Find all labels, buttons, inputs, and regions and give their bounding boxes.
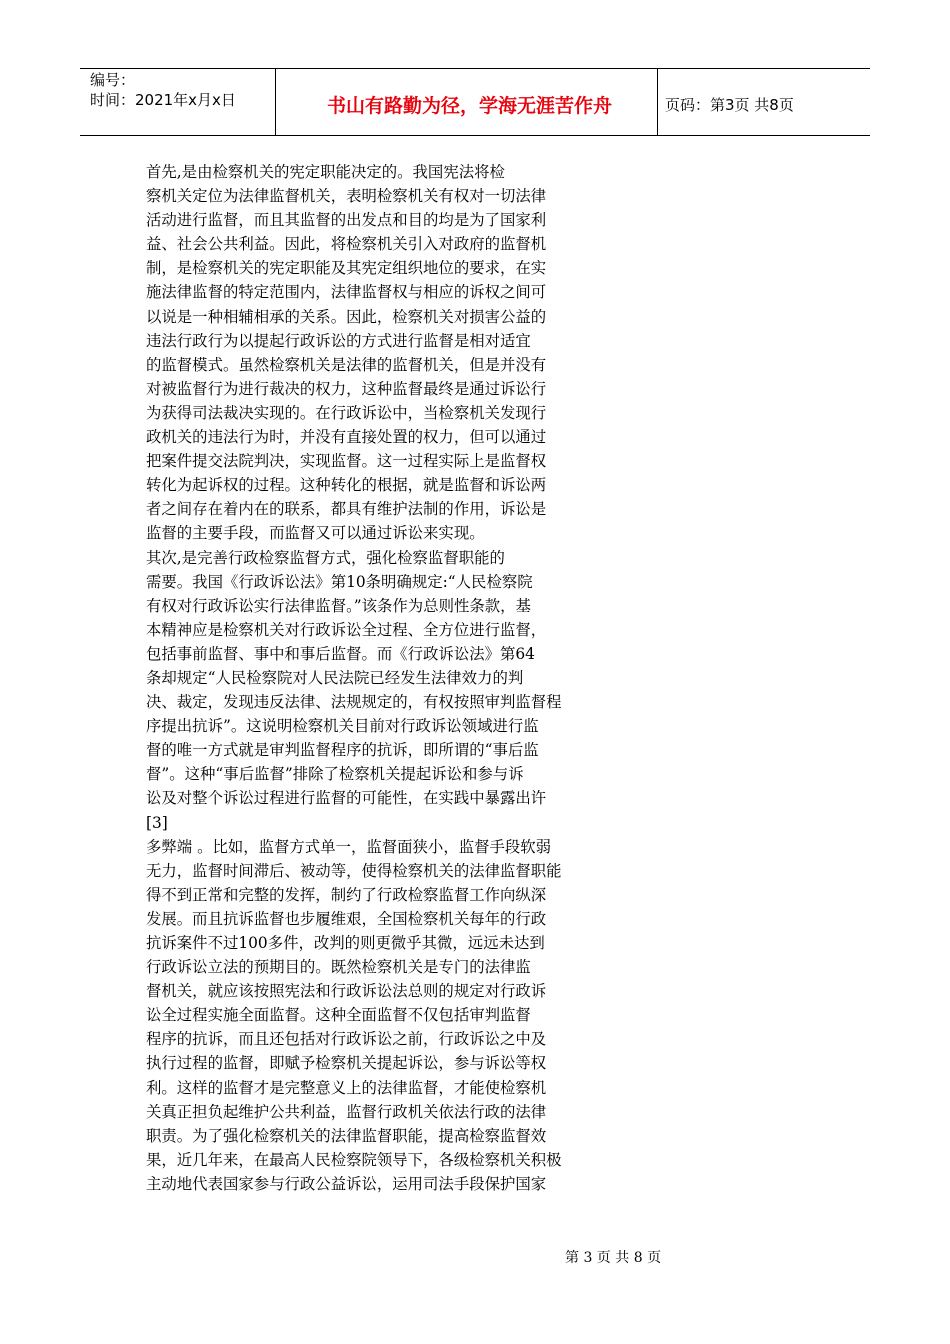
text-line: 监督的主要手段，而监督又可以通过诉讼来实现。 [146, 524, 485, 543]
serial-label: 编号： [90, 71, 136, 89]
text-line: 序提出抗诉”。这说明检察机关目前对行政诉讼领域进行监 [146, 717, 539, 736]
text-line: 无力，监督时间滞后、被动等，使得检察机关的法律监督职能 [146, 861, 562, 880]
text-line: 督”。这种“事后监督”排除了检察机关提起诉讼和参与诉 [146, 765, 524, 784]
text-line: 执行过程的监督，即赋予检察机关提起诉讼，参与诉讼等权 [146, 1054, 547, 1073]
text-line: 果，近几年来，在最高人民检察院领导下，各级检察机关积极 [146, 1150, 562, 1169]
text-line: 首先,是由检察机关的宪定职能决定的。我国宪法将检 [146, 163, 505, 181]
text-line: 抗诉案件不过100多件，改判的则更微乎其微，远远未达到 [146, 934, 545, 952]
text-line: 施法律监督的特定范围内，法律监督权与相应的诉权之间可 [146, 283, 547, 302]
text-line: 者之间存在着内在的联系，都具有维护法制的作用，诉讼是 [146, 500, 547, 519]
text-line: 督机关，就应该按照宪法和行政诉讼法总则的规定对行政诉 [146, 982, 547, 1001]
text-line: 违法行政行为以提起行政诉讼的方式进行监督是相对适宜 [146, 331, 531, 350]
text-line: 督的唯一方式就是审判监督程序的抗诉，即所谓的“事后监 [146, 741, 539, 760]
text-line: 利。这样的监督才是完整意义上的法律监督，才能使检察机 [146, 1078, 547, 1097]
text-line: 关真正担负起维护公共利益，监督行政机关依法行政的法律 [146, 1102, 547, 1121]
text-line: 有权对行政诉讼实行法律监督。”该条作为总则性条款，基 [146, 596, 531, 615]
text-line: 为获得司法裁决实现的。在行政诉讼中，当检察机关发现行 [146, 403, 547, 422]
header-divider-right [657, 68, 658, 136]
text-line: 讼全过程实施全面监督。这种全面监督不仅包括审判监督 [146, 1006, 531, 1025]
text-line: 活动进行监督，而且其监督的出发点和目的均是为了国家利 [146, 211, 547, 230]
text-line: 程序的抗诉，而且还包括对行政诉讼之前，行政诉讼之中及 [146, 1030, 547, 1049]
text-line: 职责。为了强化检察机关的法律监督职能，提高检察监督效 [146, 1126, 547, 1145]
text-line: 制，是检察机关的宪定职能及其宪定组织地位的要求，在实 [146, 259, 547, 278]
text-line: [3] [146, 813, 168, 832]
text-line: 条却规定“人民检察院对人民法院已经发生法律效力的判 [146, 668, 524, 687]
text-line: 以说是一种相辅相承的关系。因此，检察机关对损害公益的 [146, 307, 547, 326]
text-line: 对被监督行为进行裁决的权力，这种监督最终是通过诉讼行 [146, 379, 547, 398]
text-line: 益、社会公共利益。因此，将检察机关引入对政府的监督机 [146, 235, 547, 254]
text-line: 本精神应是检察机关对行政诉讼全过程、全方位进行监督， [146, 620, 547, 639]
header-info [90, 70, 236, 110]
header-bottom-border [80, 135, 870, 136]
text-line: 发展。而且抗诉监督也步履维艰，全国检察机关每年的行政 [146, 909, 547, 928]
time-label: 时间：2021年x月x日 [90, 91, 236, 109]
header-page-number: 页码：第3页 共8页 [665, 96, 794, 114]
text-line: 多弊端 。比如，监督方式单一，监督面狭小，监督手段软弱 [146, 837, 552, 856]
text-line: 决、裁定，发现违反法律、法规规定的，有权按照审判监督程 [146, 693, 562, 712]
text-line: 的监督模式。虽然检察机关是法律的监督机关，但是并没有 [146, 355, 547, 374]
text-line: 察机关定位为法律监督机关，表明检察机关有权对一切法律 [146, 187, 547, 206]
text-line: 包括事前监督、事中和事后监督。而《行政诉讼法》第64 [146, 644, 535, 663]
text-line: 需要。我国《行政诉讼法》第10条明确规定:“人民检察院 [146, 572, 533, 591]
header-motto: 书山有路勤为径，学海无涯苦作舟 [326, 95, 612, 117]
document-body [146, 160, 606, 1196]
text-line: 行政诉讼立法的预期目的。既然检察机关是专门的法律监 [146, 958, 531, 977]
text-line: 得不到正常和完整的发挥，制约了行政检察监督工作向纵深 [146, 885, 547, 904]
footer-page-number: 第 3 页 共 8 页 [565, 1250, 662, 1266]
text-line: 政机关的违法行为时，并没有直接处置的权力，但可以通过 [146, 428, 547, 447]
header-top-border [80, 68, 870, 69]
text-line: 讼及对整个诉讼过程进行监督的可能性，在实践中暴露出许 [146, 789, 547, 808]
header-divider-left [275, 68, 276, 136]
text-line: 转化为起诉权的过程。这种转化的根据，就是监督和诉讼两 [146, 476, 547, 495]
text-line: 主动地代表国家参与行政公益诉讼，运用司法手段保护国家 [146, 1174, 547, 1193]
text-line: 把案件提交法院判决，实现监督。这一过程实际上是监督权 [146, 452, 547, 471]
text-line: 其次,是完善行政检察监督方式，强化检察监督职能的 [146, 548, 505, 567]
